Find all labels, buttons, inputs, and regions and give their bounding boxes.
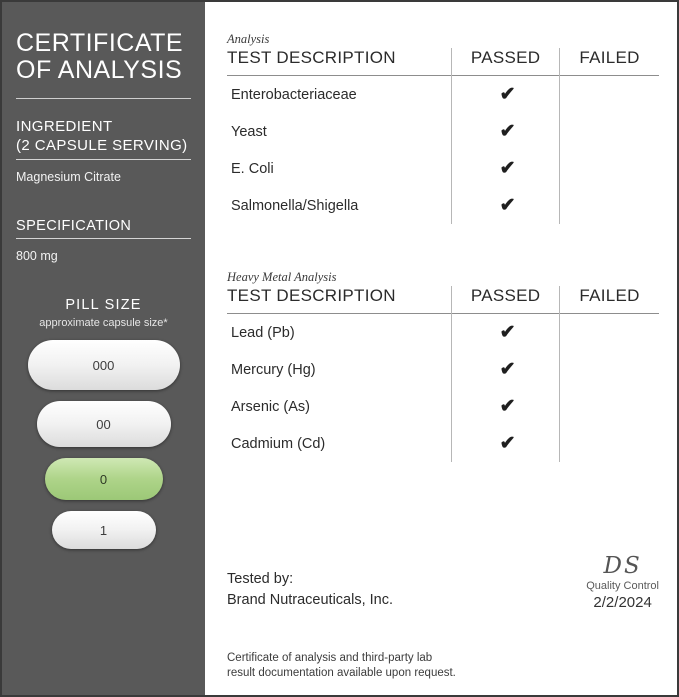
heavy-metal-row-0-failed (560, 314, 659, 352)
table-row (227, 113, 659, 150)
pill-size-option-1-label: 1 (99, 522, 108, 538)
disclaimer-line-1: Certificate of analysis and third-party lab (227, 652, 433, 664)
heavy-metal-row-1-failed (560, 351, 659, 388)
table-row (227, 425, 659, 462)
heavy-metal-row-3-test: Cadmium (Cd) (231, 435, 326, 452)
analysis-col-test-description: TEST DESCRIPTION (227, 48, 396, 67)
analysis-table (227, 48, 659, 224)
heavy-metal-row-2-test: Arsenic (As) (231, 398, 310, 415)
specification-value: 800 mg (16, 249, 58, 263)
pill-size-option-1[interactable] (52, 511, 156, 549)
content-panel (205, 2, 677, 695)
heavy-metal-row-2-failed (560, 388, 659, 425)
table-row (227, 314, 659, 352)
heavy-metal-table-caption: Heavy Metal Analysis (227, 270, 337, 284)
pill-size-option-00[interactable] (37, 401, 171, 447)
sidebar-panel (2, 2, 205, 695)
pill-size-option-00-label: 00 (96, 416, 111, 432)
ingredient-subheading-label: (2 CAPSULE SERVING) (16, 137, 188, 154)
signature-initials: DS (603, 553, 642, 579)
signature-date: 2/2/2024 (593, 594, 652, 611)
analysis-row-3-failed (560, 187, 659, 224)
table-row (227, 388, 659, 425)
heavy-metal-analysis-table (227, 286, 659, 462)
analysis-row-0-passed-check: ✔ (452, 76, 560, 114)
table-row (227, 76, 659, 114)
heavy-metal-col-test-description: TEST DESCRIPTION (227, 286, 396, 305)
tested-by-row (227, 553, 659, 611)
tested-by (227, 569, 393, 611)
pill-size-heading: PILL SIZE (65, 297, 142, 313)
heavy-metal-row-1-passed-check: ✔ (452, 351, 560, 388)
heavy-metal-col-passed: PASSED (452, 286, 560, 314)
analysis-row-2-passed-check: ✔ (452, 150, 560, 187)
ingredient-heading-label: INGREDIENT (16, 118, 113, 135)
heavy-metal-table-header-row (227, 286, 659, 314)
heavy-metal-row-3-passed-check: ✔ (452, 425, 560, 462)
heavy-metal-row-1-test: Mercury (Hg) (231, 361, 316, 378)
ingredient-divider (16, 159, 191, 160)
pill-size-option-000[interactable] (28, 340, 180, 390)
heavy-metal-row-3-failed (560, 425, 659, 462)
analysis-row-1-passed-check: ✔ (452, 113, 560, 150)
pill-size-option-0-label: 0 (99, 471, 108, 487)
disclaimer-text (227, 651, 659, 681)
analysis-col-failed: FAILED (579, 48, 640, 67)
analysis-row-0-failed (560, 76, 659, 114)
specification-heading: SPECIFICATION (16, 218, 132, 234)
analysis-row-3-passed-check: ✔ (452, 187, 560, 224)
pill-size-note: approximate capsule size* (39, 317, 168, 329)
analysis-col-passed: PASSED (452, 48, 560, 76)
analysis-row-3-test: Salmonella/Shigella (231, 197, 359, 214)
title-divider (16, 98, 191, 99)
heavy-metal-col-failed: FAILED (579, 286, 640, 305)
heavy-metal-row-2-passed-check: ✔ (452, 388, 560, 425)
signature-role: Quality Control (586, 580, 659, 592)
pill-size-option-000-label: 000 (92, 357, 115, 373)
analysis-table-header-row (227, 48, 659, 76)
pill-size-block (16, 297, 191, 549)
analysis-row-1-test: Yeast (231, 123, 267, 140)
page-title-line1: CERTIFICATE (16, 29, 184, 57)
page-title (16, 30, 191, 84)
disclaimer-line-2: result documentation available upon request. (227, 667, 456, 679)
tested-by-company: Brand Nutraceuticals, Inc. (227, 592, 394, 608)
table-spacer (227, 224, 659, 270)
tested-by-label: Tested by: (227, 571, 294, 587)
analysis-row-1-failed (560, 113, 659, 150)
specification-divider (16, 238, 191, 239)
ingredient-value: Magnesium Citrate (16, 170, 121, 184)
analysis-row-0-test: Enterobacteriaceae (231, 86, 357, 103)
pill-size-option-0-selected[interactable] (45, 458, 163, 500)
table-row (227, 351, 659, 388)
footer-block (227, 553, 659, 681)
table-row (227, 187, 659, 224)
signature-block (586, 553, 659, 611)
analysis-row-2-failed (560, 150, 659, 187)
heavy-metal-row-0-test: Lead (Pb) (231, 324, 295, 341)
heavy-metal-row-0-passed-check: ✔ (452, 314, 560, 352)
analysis-table-caption: Analysis (227, 32, 270, 46)
ingredient-heading (16, 117, 191, 155)
analysis-row-2-test: E. Coli (231, 160, 274, 177)
table-row (227, 150, 659, 187)
page-title-line2: OF ANALYSIS (16, 56, 183, 84)
